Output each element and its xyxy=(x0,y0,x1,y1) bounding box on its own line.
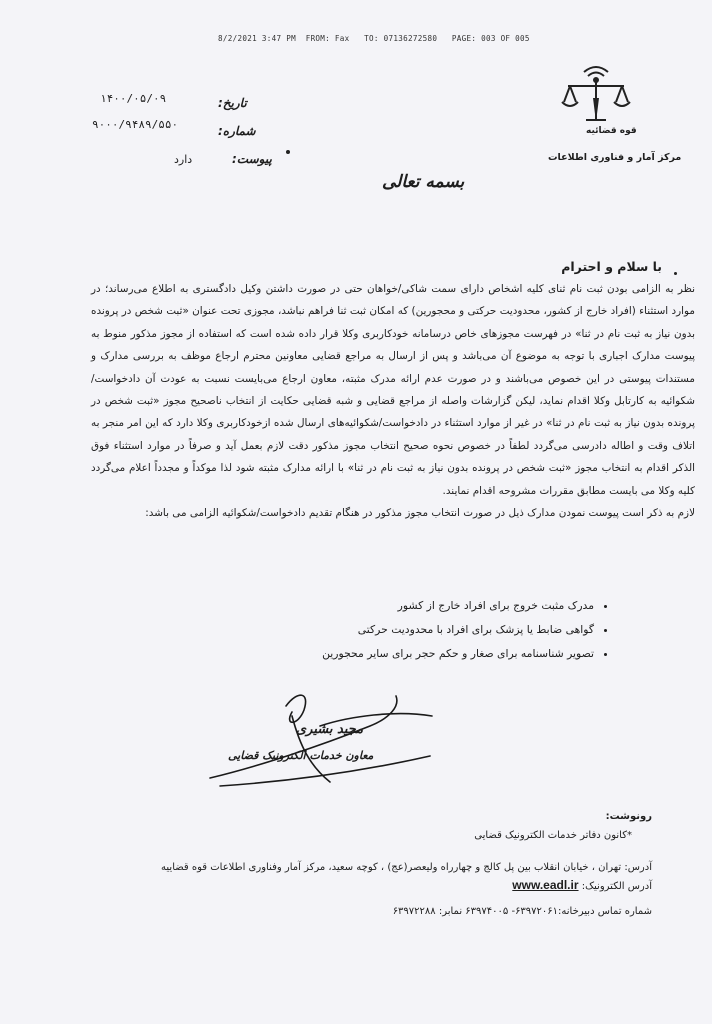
org-line-1: قوه قضائیه xyxy=(586,126,637,136)
cc-label: رونوشت: xyxy=(605,811,652,822)
list-item: • گواهی ضابط یا پزشک برای افراد با محدودیت حرکتی xyxy=(154,618,594,642)
cc-item: *کانون دفاتر خدمات الکترونیک قضایی xyxy=(474,830,632,841)
website-link[interactable]: www.eadl.ir xyxy=(512,878,579,892)
org-line-2: مرکز آمار و فناوری اطلاعات xyxy=(548,152,682,163)
number-label: شماره: xyxy=(218,124,256,138)
signatory-title: معاون خدمات الکترونیک قضایی xyxy=(228,749,374,762)
website-label: آدرس الکترونیک: xyxy=(581,881,652,892)
attachment-value: دارد xyxy=(174,153,193,166)
mark-dot xyxy=(286,150,290,154)
body-paragraph-1: نظر به الزامی بودن ثبت نام ثنای کلیه اشخاص دارای سمت شاکی/خواهان حتی در صورت داشتن وکیل دادگستری به اطلاع می‌رساند؛ در موارد استثناء (افراد خارج از کشور، محدودیت حرکتی و محجورین) که امکان ثبت ثنا فراهم نباشد، مجوزی تحت عنوان «ثبت شخص در پرونده بدون نیاز به ثبت نام در ثنا» در فهرست مجوزهای خاص درسامانه خودکاربری وکلا قرار داده شده است که استفاده از مجوز مذکور منوط به پیوست مدارک اجباری با توجه به موضوع آن می‌باشد و پس از ارسال به مراجع قضایی معاونین محترم ارجاع موظف به بررسی مدارک و مستندات پیوستی در این خصوص می‌باشند و در صورت عدم ارائه مدرک مثبته، معاون ارجاع می‌بایست نسبت به عودت آن دادخواست/شکوائیه به کارتابل وکلا اقدام نماید، لیکن گزارشات واصله از مراجع قضایی و شبه قضایی حکایت از انتخاب ناصحیح مجوز «ثبت شخص در پرونده بدون نیاز به ثبت نام در ثنا» در غیر از موارد استثناء در دادخواست/شکوائیه‌های ارسال شده ازخودکاربری وکلا دارد که این امر منجر به اتلاف وقت و اطاله دادرسی می‌گردد لطفاً در خصوص نحوه صحیح انتخاب مجوز مذکور دقت لازم بعمل آید و صرفاً در موارد استثناء فوق الذکر اقدام به انتخاب مجوز «ثبت شخص در پرونده بدون نیاز به ثبت نام در ثنا» با ارائه مدارک مثبته شود لذا موکداً و مجدداً اعلام می‌گردد کلیه وکلا می بایست مطابق مقررات مشروحه اقدام نمایند. xyxy=(91,283,695,497)
number-value: ۹۰۰۰/۹۴۸۹/۵۵۰ xyxy=(92,118,179,131)
body-paragraph-2: لازم به ذکر است پیوست نمودن مدارک ذیل در صورت انتخاب مجوز مذکور در هنگام تقدیم دادخواست/شکوائیه الزامی می باشد: xyxy=(145,507,695,520)
greeting: با سلام و احترام xyxy=(561,259,662,274)
signatory-name: مجید بشیری xyxy=(296,722,364,737)
list-item: • مدرک مثبت خروج برای افراد خارج از کشور xyxy=(154,594,594,618)
fax-header: 8/2/2021 3:47 PM FROM: Fax TO: 07136272580 PAGE: 003 OF 005 xyxy=(218,34,530,43)
date-value: ۱۴۰۰/۰۵/۰۹ xyxy=(100,92,167,105)
footer-address: آدرس: تهران ، خیابان انقلاب بین پل کالج و چهارراه ولیعصر(عج) ، کوچه سعید، مرکز آمار وفناوری اطلاعات قوه قضاییه xyxy=(161,862,652,873)
footer-website-row xyxy=(512,878,652,892)
judiciary-emblem-icon xyxy=(556,58,636,136)
letter-body xyxy=(91,278,695,524)
required-documents-list xyxy=(154,594,612,666)
attachment-label: پیوست: xyxy=(232,152,272,166)
date-label: تاریخ: xyxy=(218,96,247,110)
footer-phone: شماره تماس دبیرخانه:۶۳۹۷۲۰۶۱- ۶۳۹۷۴۰۰۵ نمابر: ۶۳۹۷۲۲۸۸ xyxy=(392,906,652,917)
signature-scribble xyxy=(200,686,440,796)
mark-dot xyxy=(674,272,677,275)
invocation: بسمه تعالی xyxy=(382,172,465,192)
list-item: • تصویر شناسنامه برای صغار و حکم حجر برای سایر محجورین xyxy=(154,642,594,666)
